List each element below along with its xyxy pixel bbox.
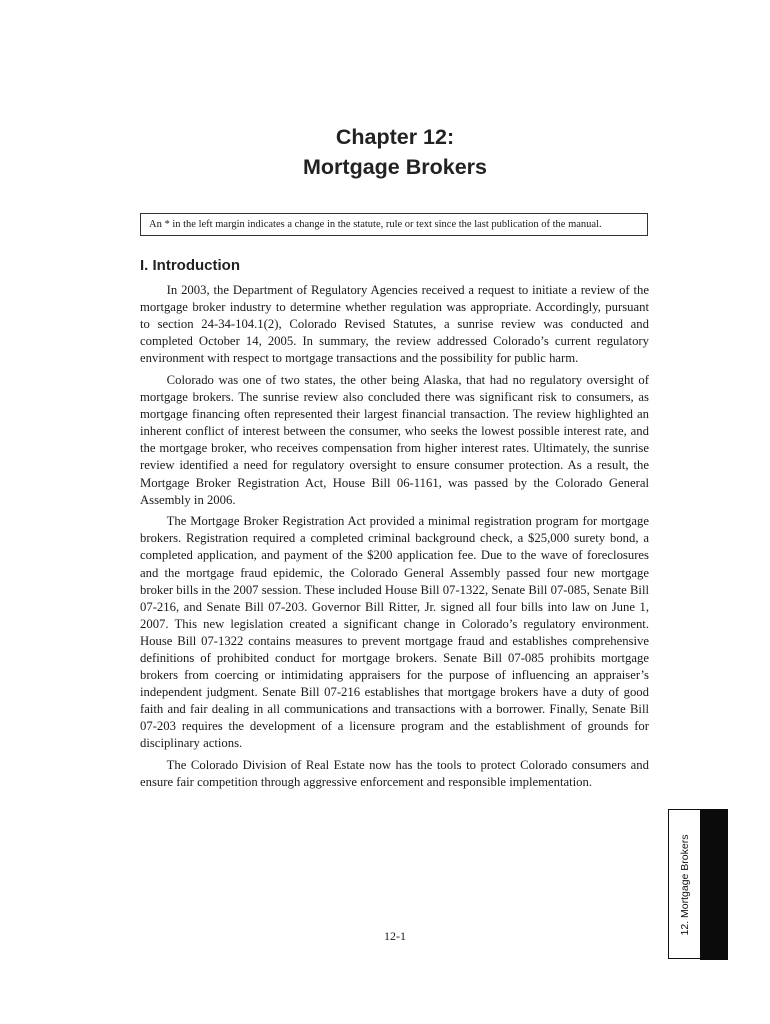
- side-tab-label: 12. Mortgage Brokers: [679, 834, 691, 936]
- section-body: [140, 282, 649, 796]
- paragraph: In 2003, the Department of Regulatory Agencies received a request to initiate a review of the mortgage broker industry to determine whether regulation was appropriate. Accordingly, pursuant to section 24-34-104.1(2), Colorado Revised Statutes, a sunrise review was conducted and completed October 14, 2005. In summary, the review addressed Colorado’s current regulatory environment with respect to mortgage transactions and the possibility for public harm.: [140, 283, 649, 366]
- revision-notice-box: An * in the left margin indicates a change in the statute, rule or text since the last publication of the manual.: [140, 213, 648, 236]
- chapter-side-tab: [668, 809, 728, 960]
- chapter-number: Chapter 12:: [335, 125, 455, 149]
- chapter-title-block: [0, 122, 770, 182]
- paragraph: The Mortgage Broker Registration Act provided a minimal registration program for mortgage brokers. Registration required a completed criminal background check, a $25,000 surety bond, a completed application, and payment of the $200 application fee. Due to the wave of foreclosures and the mortgage fraud epidemic, the Colorado General Assembly passed four new mortgage broker bills in the 2007 session. These included House Bill 07-1322, Senate Bill 07-085, Senate Bill 07-216, and Senate Bill 07-203. Governor Bill Ritter, Jr. signed all four bills into law on June 1, 2007. This new legislation created a significant change in Colorado’s regulatory environment. House Bill 07-1322 contains measures to prevent mortgage fraud and establishes comprehensive definitions of prohibited conduct for mortgage brokers. Senate Bill 07-085 prohibits mortgage brokers from coercing or intimidating appraisers for the purpose of influencing an appraiser’s independent judgment. Senate Bill 07-216 establishes that mortgage brokers have a duty of good faith and fair dealing in all communications and transactions with a borrower. Finally, Senate Bill 07-203 requires the development of a licensure program and the establishment of grounds for disciplinary actions.: [140, 514, 649, 751]
- side-tab-label-area: [668, 809, 700, 959]
- page-number: 12-1: [384, 929, 406, 943]
- chapter-title: Mortgage Brokers: [303, 155, 487, 179]
- side-tab-marker: [700, 809, 728, 960]
- paragraph: Colorado was one of two states, the other being Alaska, that had no regulatory oversight of mortgage brokers. The sunrise review also concluded there was significant risk to consumers, as mortgage financing often represented their largest financial transaction. The review highlighted an inherent conflict of interest between the consumer, who seeks the lowest possible interest rate, and the mortgage broker, who receives compensation from higher interest rates. Ultimately, the sunrise review identified a need for regulatory oversight to ensure consumer protection. As a result, the Mortgage Broker Registration Act, House Bill 06-1161, was passed by the Colorado General Assembly in 2006.: [140, 372, 649, 507]
- section-heading: I. Introduction: [140, 257, 240, 274]
- paragraph: The Colorado Division of Real Estate now has the tools to protect Colorado consumers and ensure fair competition through aggressive enforcement and responsible implementation.: [140, 758, 649, 790]
